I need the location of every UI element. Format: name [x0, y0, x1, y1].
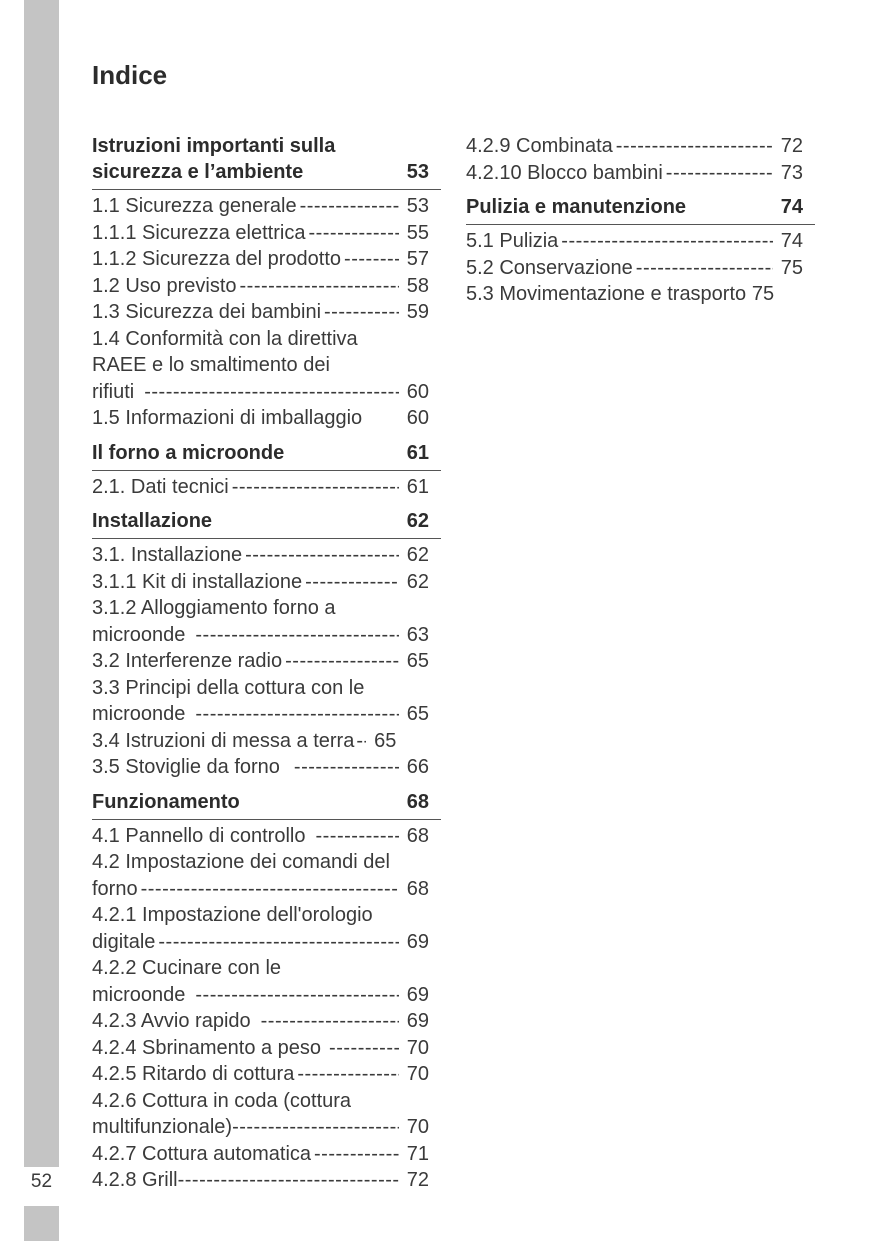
entry-text: 1.1.1 Sicurezza elettrica [92, 221, 306, 244]
section-page: 68 [406, 790, 429, 813]
dot-leader [285, 648, 399, 675]
dot-leader [195, 622, 399, 649]
dot-leader [232, 474, 399, 501]
entry-page: 70 [406, 1036, 429, 1059]
dot-leader [356, 728, 366, 755]
toc-entry[interactable] [92, 1008, 441, 1035]
entry-page: 73 [780, 161, 803, 184]
dot-leader [232, 1114, 399, 1141]
toc-entry[interactable] [92, 849, 441, 902]
entry-text: 4.2.10 Blocco bambini [466, 161, 663, 184]
toc-entry[interactable] [92, 675, 441, 728]
dot-leader [616, 133, 773, 160]
section-page: 62 [406, 510, 429, 532]
entry-text: 4.2.8 Grill [92, 1169, 178, 1191]
entry-text: 5.3 Movimentazione e trasporto [466, 283, 747, 305]
toc-entry[interactable] [466, 228, 815, 255]
dot-leader [300, 193, 399, 220]
entry-text: multifunzionale) [92, 1116, 233, 1138]
entry-page: 60 [406, 407, 429, 429]
toc-entry[interactable] [92, 902, 441, 955]
page-number: 52 [30, 1171, 53, 1192]
entry-page: 65 [406, 650, 429, 672]
entry-text-line: 4.2.1 Impostazione dell'orologio [92, 904, 373, 926]
entry-page: 62 [406, 544, 429, 566]
toc-entry[interactable] [92, 326, 441, 406]
section-title-line: sicurezza e l’ambiente [92, 161, 304, 183]
toc-entry[interactable] [92, 648, 441, 675]
dot-leader [158, 929, 399, 956]
entry-text: 3.5 Stoviglie da forno [92, 756, 280, 778]
entry-page: 65 [374, 729, 397, 752]
toc-section-microwave[interactable] [92, 440, 441, 471]
entry-page: 65 [406, 703, 429, 725]
dot-leader [141, 876, 399, 903]
entry-page: 75 [780, 256, 803, 279]
section-page: 74 [780, 196, 803, 218]
entry-page: 75 [751, 283, 775, 305]
entry-page: 68 [406, 877, 429, 900]
entry-text: digitale [92, 930, 156, 953]
entry-text-line: 4.2.6 Cottura in coda (cottura [92, 1089, 352, 1112]
toc-entry[interactable] [92, 542, 441, 569]
toc-right-column [466, 133, 815, 308]
entry-text-line: 4.2.2 Cucinare con le [92, 957, 282, 979]
entry-page: 55 [406, 221, 429, 244]
dot-leader [561, 228, 773, 255]
dot-leader [666, 160, 773, 187]
entry-page: 63 [406, 623, 429, 646]
dot-leader [245, 542, 399, 569]
dot-leader [144, 379, 399, 406]
toc-entry[interactable] [466, 281, 815, 308]
dot-leader [195, 982, 399, 1009]
dot-leader [240, 273, 399, 300]
entry-page: 58 [406, 274, 429, 297]
toc-entry[interactable] [92, 569, 441, 596]
entry-text: 1.2 Uso previsto [92, 274, 237, 297]
toc-entry[interactable] [92, 405, 441, 432]
toc-entry[interactable] [92, 220, 441, 247]
entry-text: forno [92, 877, 138, 900]
entry-text: 4.2.4 Sbrinamento a peso [92, 1036, 322, 1059]
page-title: Indice [92, 60, 168, 90]
entry-page: 69 [406, 930, 429, 953]
dot-leader [261, 1008, 399, 1035]
toc-section-cleaning[interactable] [466, 194, 815, 225]
toc-entry[interactable] [92, 955, 441, 1008]
toc-entry[interactable] [92, 246, 441, 273]
entry-text: 4.2.9 Combinata [466, 135, 613, 157]
entry-page: 70 [406, 1063, 429, 1085]
entry-text-line: 3.3 Principi della cottura con le [92, 676, 365, 699]
toc-left-column [92, 133, 441, 1194]
entry-text: 1.3 Sicurezza dei bambini [92, 301, 322, 323]
toc-entry[interactable] [466, 255, 815, 282]
entry-page: 69 [406, 983, 429, 1006]
section-title: Installazione [92, 510, 213, 532]
entry-page: 72 [406, 1169, 429, 1191]
entry-page: 66 [406, 756, 429, 778]
side-bar-bottom [24, 1206, 59, 1241]
entry-text: 4.2.5 Ritardo di cottura [92, 1063, 295, 1085]
dot-leader [294, 754, 399, 781]
toc-entry[interactable] [92, 823, 441, 850]
entry-text: 4.1 Pannello di controllo [92, 824, 306, 847]
toc-entry[interactable] [92, 754, 441, 781]
toc-section-installation[interactable] [92, 508, 441, 539]
entry-text: 2.1. Dati tecnici [92, 475, 229, 498]
entry-page: 74 [780, 230, 803, 252]
entry-page: 59 [406, 301, 429, 323]
entry-text: microonde [92, 703, 186, 725]
toc-entry[interactable] [92, 1061, 441, 1088]
entry-text: 3.2 Interferenze radio [92, 650, 283, 672]
entry-text: microonde [92, 623, 186, 646]
entry-page: 60 [406, 380, 429, 403]
toc-entry[interactable] [92, 474, 441, 501]
dot-leader [308, 220, 399, 247]
entry-page: 53 [406, 195, 429, 217]
section-title: Pulizia e manutenzione [466, 196, 687, 218]
dot-leader [178, 1167, 399, 1194]
toc-entry[interactable] [92, 273, 441, 300]
entry-page: 61 [406, 475, 429, 498]
dot-leader [305, 569, 399, 596]
toc-section-operation[interactable] [92, 789, 441, 820]
dot-leader [314, 1141, 399, 1168]
toc-entry[interactable] [92, 728, 441, 755]
entry-page: 69 [406, 1010, 429, 1032]
toc-entry[interactable] [92, 595, 441, 648]
section-page: 53 [406, 161, 429, 183]
entry-page: 62 [406, 570, 429, 593]
entry-text: 5.1 Pulizia [466, 230, 559, 252]
entry-page: 71 [406, 1142, 429, 1165]
dot-leader [329, 1035, 399, 1062]
toc-entry[interactable] [92, 1088, 441, 1141]
entry-text: 1.5 Informazioni di imballaggio [92, 407, 363, 429]
entry-text: 4.2.3 Avvio rapido [92, 1010, 251, 1032]
section-title: Funzionamento [92, 790, 240, 813]
entry-text: 4.2.7 Cottura automatica [92, 1142, 312, 1165]
entry-text-line: 1.4 Conformità con la direttiva [92, 327, 358, 350]
dot-leader [297, 1061, 399, 1088]
entry-text: rifiuti [92, 380, 135, 403]
entry-page: 72 [780, 135, 803, 157]
entry-text: 5.2 Conservazione [466, 256, 633, 279]
entry-text: 3.1. Installazione [92, 544, 243, 566]
dot-leader [344, 246, 399, 273]
toc-entry[interactable] [92, 193, 441, 220]
toc-entry[interactable] [92, 1167, 441, 1194]
entry-text-line: 3.1.2 Alloggiamento forno a [92, 597, 336, 619]
section-page: 61 [406, 441, 429, 464]
entry-text: 3.4 Istruzioni di messa a terra [92, 729, 355, 752]
entry-page: 70 [406, 1116, 429, 1138]
entry-text: 3.1.1 Kit di installazione [92, 570, 303, 593]
section-title: Il forno a microonde [92, 441, 285, 464]
toc-section-safety[interactable] [92, 133, 441, 190]
entry-page: 57 [406, 248, 429, 270]
dot-leader [195, 701, 399, 728]
toc-entry[interactable] [466, 133, 815, 160]
toc-entry[interactable] [92, 1141, 441, 1168]
side-bar [24, 0, 59, 1167]
entry-text: 1.1 Sicurezza generale [92, 195, 297, 217]
dot-leader [324, 299, 399, 326]
entry-page: 68 [406, 824, 429, 847]
section-title-line: Istruzioni importanti sulla [92, 135, 336, 157]
entry-text: 1.1.2 Sicurezza del prodotto [92, 248, 342, 270]
entry-text-line: RAEE e lo smaltimento dei [92, 354, 330, 376]
toc-entry[interactable] [92, 299, 441, 326]
dot-leader [636, 255, 773, 282]
entry-text: microonde [92, 983, 186, 1006]
toc-entry[interactable] [466, 160, 815, 187]
entry-text-line: 4.2 Impostazione dei comandi del [92, 851, 390, 873]
toc-entry[interactable] [92, 1035, 441, 1062]
dot-leader [315, 823, 399, 850]
